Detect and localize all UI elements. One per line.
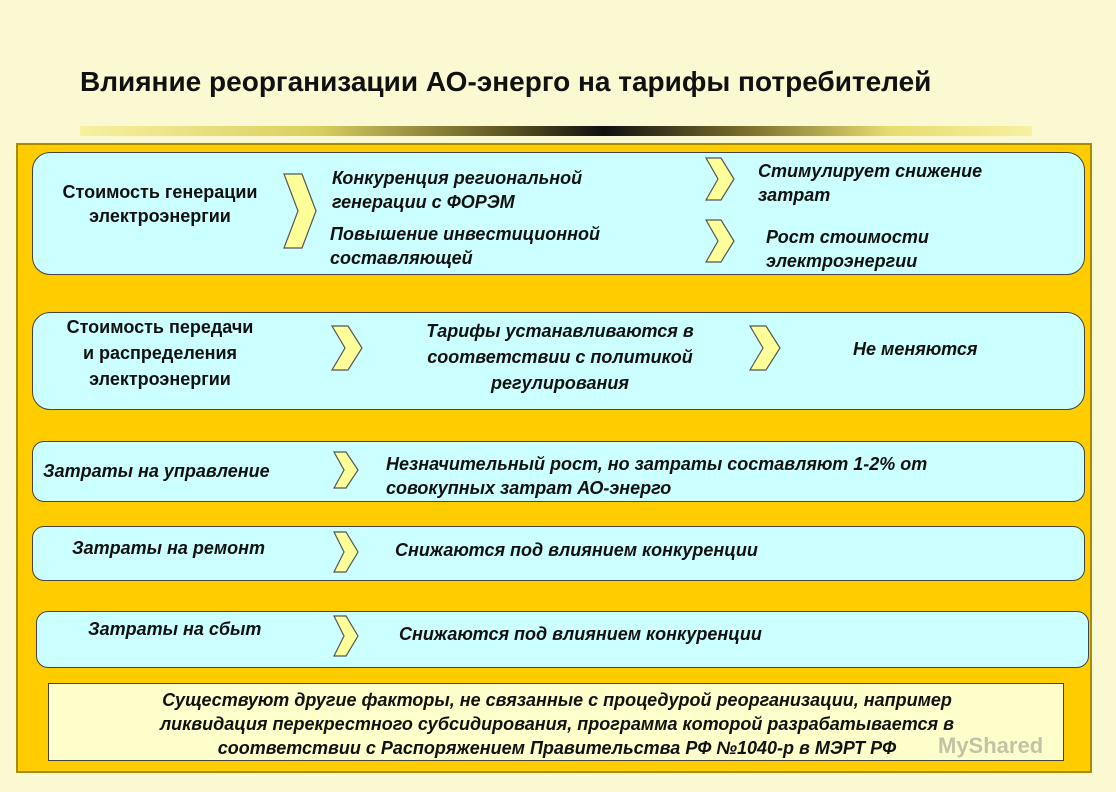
chevron-arrow-icon bbox=[332, 450, 360, 490]
chevron-arrow-icon bbox=[704, 218, 736, 264]
note-box bbox=[48, 683, 1064, 761]
sales-label: Затраты на сбыт bbox=[88, 619, 262, 639]
watermark: MyShared bbox=[938, 733, 1044, 758]
title-divider bbox=[80, 126, 1032, 136]
note-line: Существуют другие факторы, не связанные с процедурой реорганизации, например bbox=[162, 690, 952, 710]
factor-line: составляющей bbox=[330, 248, 473, 268]
factor-line: Повышение инвестиционной bbox=[330, 224, 600, 244]
management-label: Затраты на управление bbox=[43, 461, 270, 481]
transmission-label-line: Стоимость передачи bbox=[66, 317, 254, 337]
generation-result-cost-reduction bbox=[758, 159, 1058, 207]
repair-result: Снижаются под влиянием конкуренции bbox=[395, 540, 758, 560]
factor-line: регулирования bbox=[491, 373, 629, 393]
chevron-arrow-icon bbox=[332, 614, 360, 658]
transmission-factor bbox=[380, 318, 740, 396]
page-title: Влияние реорганизации АО-энерго на тарифы потребителей bbox=[80, 66, 932, 97]
generation-label-line: электроэнергии bbox=[89, 206, 231, 226]
generation-result-cost-growth bbox=[766, 225, 1066, 273]
chevron-arrow-icon bbox=[748, 324, 782, 372]
result-line: электроэнергии bbox=[766, 251, 918, 271]
transmission-label-line: электроэнергии bbox=[89, 369, 231, 389]
repair-label: Затраты на ремонт bbox=[72, 538, 266, 558]
sales-result: Снижаются под влиянием конкуренции bbox=[399, 624, 762, 644]
generation-label-line: Стоимость генерации bbox=[62, 182, 258, 202]
result-line: совокупных затрат АО-энерго bbox=[386, 478, 672, 498]
transmission-result: Не меняются bbox=[853, 339, 978, 359]
note-line: ликвидация перекрестного субсидирования, программа которой разрабатывается в bbox=[159, 714, 955, 734]
note-line: соответствии с Распоряжением Правительства РФ №1040-р в МЭРТ РФ bbox=[217, 738, 897, 758]
transmission-label bbox=[50, 314, 270, 392]
factor-line: соответствии с политикой bbox=[427, 347, 693, 367]
generation-label bbox=[40, 180, 280, 228]
chevron-arrow-icon bbox=[282, 172, 318, 250]
result-line: затрат bbox=[758, 185, 831, 205]
result-line: Незначительный рост, но затраты составляют 1-2% от bbox=[386, 454, 928, 474]
factor-line: Тарифы устанавливаются в bbox=[426, 321, 694, 341]
transmission-label-line: и распределения bbox=[82, 343, 238, 363]
generation-factor-competition bbox=[332, 166, 692, 214]
result-line: Рост стоимости bbox=[766, 227, 929, 247]
chevron-arrow-icon bbox=[330, 324, 364, 372]
management-result bbox=[386, 452, 1076, 500]
result-line: Стимулирует снижение bbox=[758, 161, 983, 181]
chevron-arrow-icon bbox=[704, 156, 736, 202]
chevron-arrow-icon bbox=[332, 530, 360, 574]
note-text bbox=[49, 688, 1065, 760]
factor-line: генерации с ФОРЭМ bbox=[332, 192, 515, 212]
generation-factor-investment bbox=[330, 222, 690, 270]
factor-line: Конкуренция региональной bbox=[332, 168, 583, 188]
